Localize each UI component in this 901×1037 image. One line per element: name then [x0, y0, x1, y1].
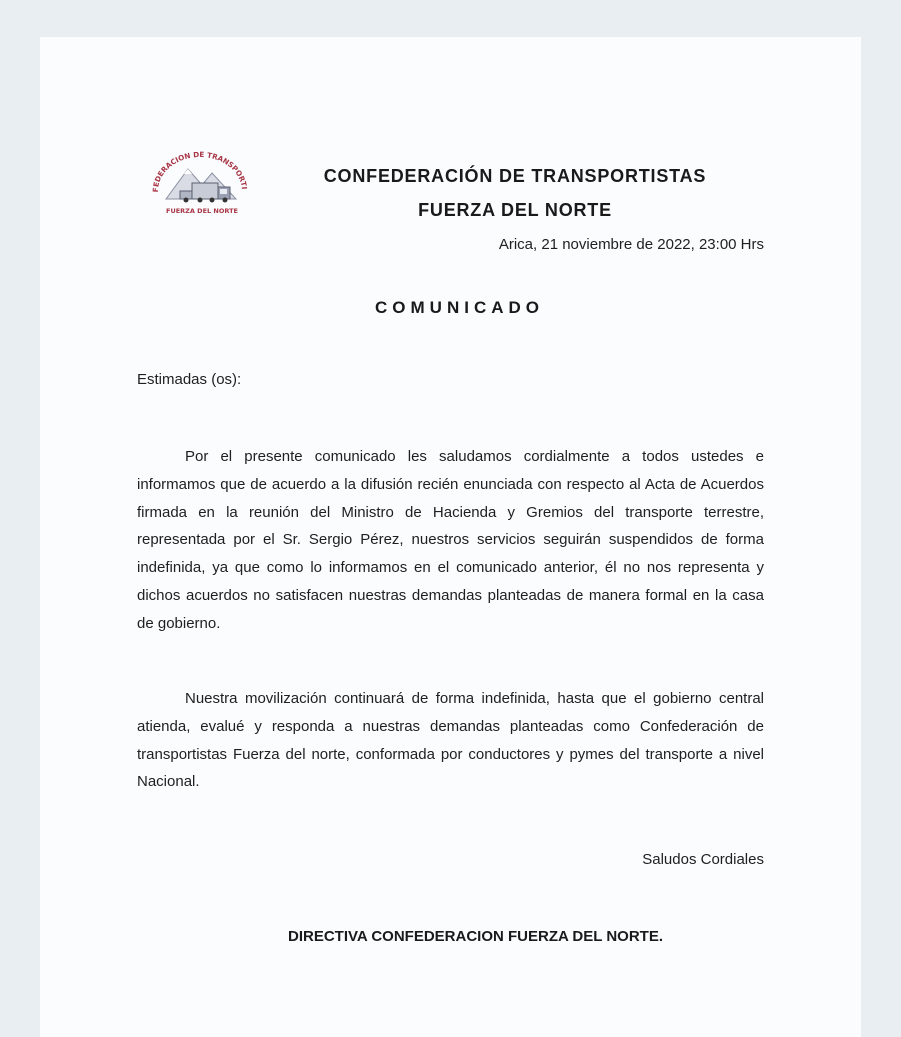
logo-arc-text: FEDERACION DE TRANSPORTI	[150, 149, 249, 193]
closing-greeting: Saludos Cordiales	[642, 851, 764, 868]
organization-name-line1: CONFEDERACIÓN DE TRANSPORTISTAS	[323, 166, 707, 186]
body-paragraph-2: Nuestra movilización continuará de forma indefinida, hasta que el gobierno central atienda, evalué y responda a nuestras demandas planteadas como Confederación de transportistas Fuerza del norte, conformada por conductores y pymes del transporte a nivel Nacional.	[137, 690, 764, 791]
date-location-line: Arica, 21 noviembre de 2022, 23:00 Hrs	[498, 236, 764, 253]
salutation: Estimadas (os):	[137, 371, 242, 388]
body-paragraph-1: Por el presente comunicado les saludamos cordialmente a todos ustedes e informamos que de acuerdo a la difusión recién enunciada con respecto al Acta de Acuerdos firmada en la reunión del Ministro de Hacienda y Gremios del transporte terrestre, representada por el Sr. Sergio Pérez, nuestros servicios seguirán suspendidos de forma indefinida, ya que como lo informamos en el comunicado anterior, él no nos representa y dichos acuerdos no satisfacen nuestras demandas planteadas de manera formal en la casa de gobierno.	[137, 448, 764, 632]
logo-bottom-text: FUERZA DEL NORTE	[166, 207, 238, 215]
organization-name-line2: FUERZA DEL NORTE	[418, 200, 612, 220]
signature-line: DIRECTIVA CONFEDERACION FUERZA DEL NORTE.	[287, 928, 663, 945]
document-title: COMUNICADO	[375, 298, 544, 317]
document-page	[40, 37, 861, 1037]
